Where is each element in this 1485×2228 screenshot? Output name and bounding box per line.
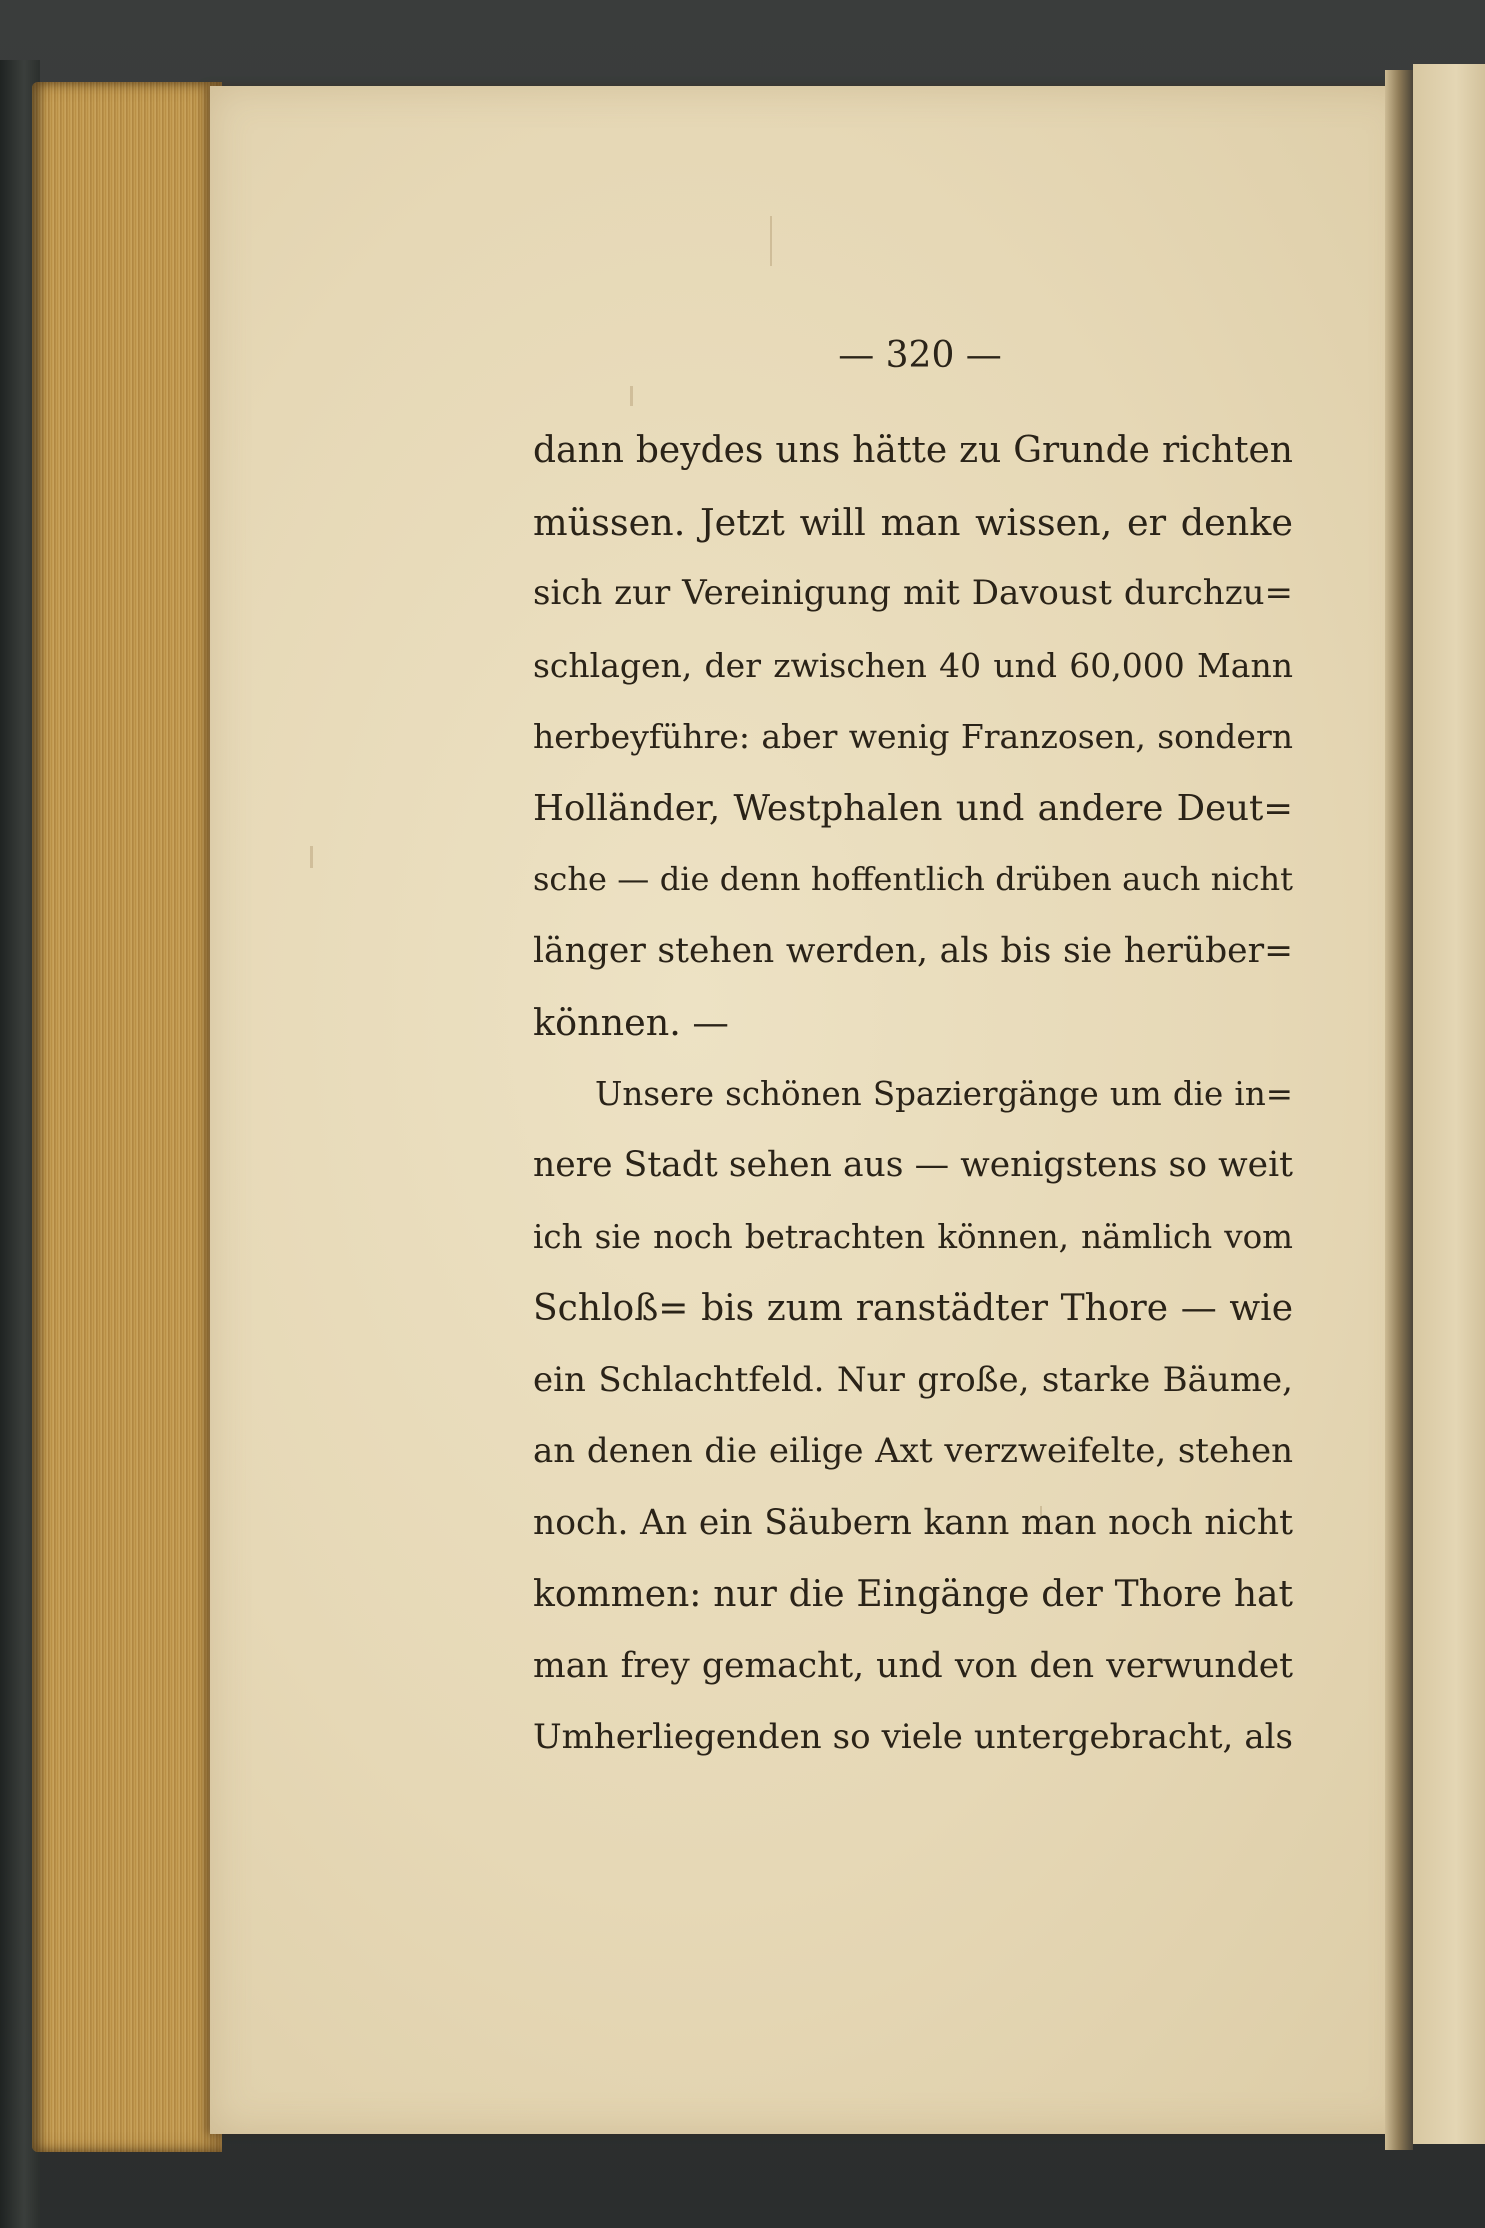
text-line: kommen: nur die Eingänge der Thore hat [533, 1574, 1293, 1615]
paper-speck [630, 386, 633, 406]
page-number: — 320 — [838, 335, 1002, 376]
text-line: Umherliegenden so viele untergebracht, als [533, 1717, 1293, 1757]
text-line: sche — die denn hoffentlich drüben auch nicht [533, 860, 1293, 898]
text-line: müssen. Jetzt will man wissen, er denke [533, 500, 1293, 544]
text-line: sich zur Vereinigung mit Davoust durchzu= [533, 573, 1293, 613]
page-edges [32, 82, 222, 2152]
text-line: ich sie noch betrachten können, nämlich vom [533, 1217, 1293, 1256]
text-line: an denen die eilige Axt verzweifelte, stehen [533, 1431, 1293, 1471]
facing-page-edge [1413, 64, 1485, 2144]
text-line: herbeyführe: aber wenig Franzosen, sondern [533, 717, 1293, 756]
text-line: Schloß= bis zum ranstädter Thore — wie [533, 1288, 1293, 1329]
text-line: dann beydes uns hätte zu Grunde richten [533, 430, 1293, 471]
text-line: Unsere schönen Spaziergänge um die in= [595, 1074, 1293, 1113]
text-line: schlagen, der zwischen 40 und 60,000 Mann [533, 645, 1293, 685]
body-text [533, 415, 1293, 1774]
text-line: länger stehen werden, als bis sie herüber= [533, 930, 1293, 971]
paper-speck [310, 846, 313, 868]
paper-speck [770, 216, 772, 266]
text-line: Holländer, Westphalen und andere Deut= [533, 787, 1293, 829]
text-line: können. — [533, 1001, 729, 1044]
text-line: man frey gemacht, und von den verwundet [533, 1645, 1293, 1686]
book-gutter [1385, 70, 1413, 2150]
text-line: nere Stadt sehen aus — wenigstens so weit [533, 1145, 1293, 1185]
text-line: ein Schlachtfeld. Nur große, starke Bäume, [533, 1359, 1293, 1400]
text-line: noch. An ein Säubern kann man noch nicht [533, 1502, 1293, 1543]
